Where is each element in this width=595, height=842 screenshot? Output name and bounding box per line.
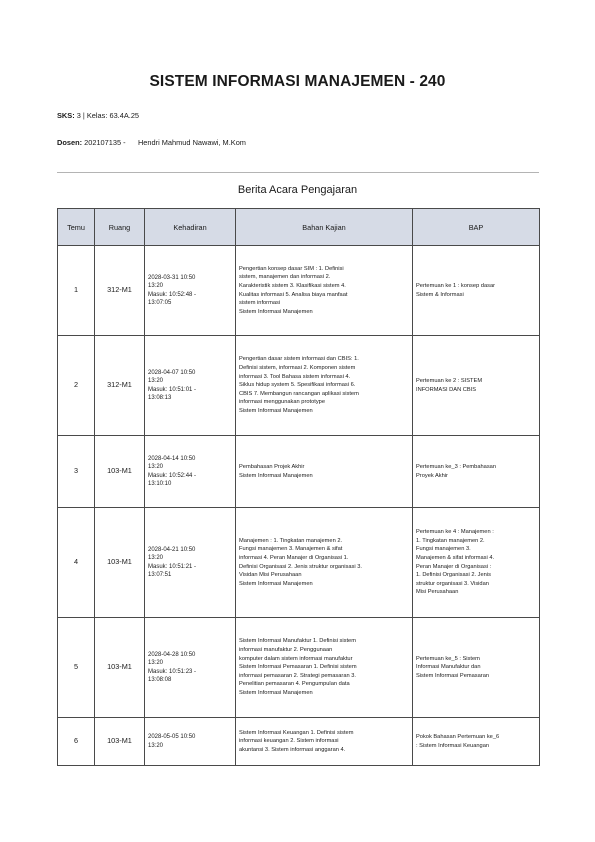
cell-ruang: 312-M1	[95, 336, 145, 436]
sks-kelas-line	[57, 111, 139, 120]
table-row	[58, 246, 540, 336]
cell-bap: Pertemuan ke 4 : Manajemen : 1. Tingkatan manajemen 2. Fungsi manajemen 3. Manajemen & sifat informasi 4. Peran Manajer di Organisasi : 1. Definisi Organisasi 2. Jenis struktur organisasi 3. Visidan Misi Perusahaan	[413, 508, 540, 618]
dosen-line	[57, 138, 246, 147]
cell-bap: Pertemuan ke 2 : SISTEM INFORMASI DAN CBIS	[413, 336, 540, 436]
cell-bahan-kajian: Pengertian dasar sistem informasi dan CBIS: 1. Definisi sistem, informasi 2. Komponen sistem informasi 3. Tool Bahasa sistem informasi 4. Siklus hidup system 5. Spesifikasi informasi 6. CBIS 7. Membangun rancangan aplikasi sistem informasi menggunakan prototype Sistem Informasi Manajemen	[236, 336, 413, 436]
cell-temu: 6	[58, 718, 95, 766]
cell-kehadiran: 2028-04-07 10:50 13:20 Masuk: 10:51:01 - 13:08:13	[145, 336, 236, 436]
header-kehadiran: Kehadiran	[145, 209, 236, 246]
cell-temu: 1	[58, 246, 95, 336]
cell-kehadiran: 2028-04-14 10:50 13:20 Masuk: 10:52:44 - 13:10:10	[145, 436, 236, 508]
table-row	[58, 618, 540, 718]
sks-label: SKS:	[57, 111, 75, 120]
table-row	[58, 508, 540, 618]
cell-bahan-kajian: Pembahasan Projek Akhir Sistem Informasi Manajemen	[236, 436, 413, 508]
cell-temu: 5	[58, 618, 95, 718]
cell-ruang: 103-M1	[95, 718, 145, 766]
cell-bap: Pertemuan ke_3 : Pembahasan Proyek Akhir	[413, 436, 540, 508]
table-row	[58, 436, 540, 508]
cell-bahan-kajian: Pengertian konsep dasar SIM : 1. Definisi sistem, manajemen dan informasi 2. Karakteristik sistem 3. Klasifikasi sistem 4. Kualitas informasi 5. Analisa biaya manfaat sistem informasi Sistem Informasi Manajemen	[236, 246, 413, 336]
dosen-value: 202107135 - Hendri Mahmud Nawawi, M.Kom	[82, 138, 246, 147]
header-bap: BAP	[413, 209, 540, 246]
table-row	[58, 718, 540, 766]
cell-ruang: 312-M1	[95, 246, 145, 336]
cell-ruang: 103-M1	[95, 436, 145, 508]
sks-kelas-value: 3 | Kelas: 63.4A.25	[74, 111, 140, 120]
cell-kehadiran: 2028-04-28 10:50 13:20 Masuk: 10:51:23 - 13:08:08	[145, 618, 236, 718]
cell-kehadiran: 2028-05-05 10:50 13:20	[145, 718, 236, 766]
cell-bap: Pertemuan ke 1 : konsep dasar Sistem & Informasi	[413, 246, 540, 336]
cell-temu: 3	[58, 436, 95, 508]
table-row	[58, 336, 540, 436]
dosen-label: Dosen:	[57, 138, 83, 147]
section-title: Berita Acara Pengajaran	[237, 184, 358, 196]
cell-bahan-kajian: Sistem Informasi Manufaktur 1. Definisi sistem informasi manufaktur 2. Penggunaan komputer dalam sistem informasi manufaktur Sistem Informasi Pemasaran 1. Definisi sistem informasi pemasaran 2. Strategi pemasaran 3. Penelitian pemasaran 4. Pengumpulan data Sistem Informasi Manajemen	[236, 618, 413, 718]
table-header-row	[58, 209, 540, 246]
cell-bap: Pokok Bahasan Pertemuan ke_6 : Sistem Informasi Keuangan	[413, 718, 540, 766]
cell-ruang: 103-M1	[95, 508, 145, 618]
cell-ruang: 103-M1	[95, 618, 145, 718]
divider	[57, 172, 539, 173]
cell-bap: Pertemuan ke_5 : Sistem Informasi Manufaktur dan Sistem Informasi Pemasaran	[413, 618, 540, 718]
cell-temu: 2	[58, 336, 95, 436]
cell-bahan-kajian: Manajemen : 1. Tingkatan manajemen 2. Fungsi manajemen 3. Manajemen & sifat informasi 4. Peran Manajer di Organisasi 1. Definisi Organisasi 2. Jenis struktur organisasi 3. Visidan Misi Perusahaan Sistem Informasi Manajemen	[236, 508, 413, 618]
header-ruang: Ruang	[95, 209, 145, 246]
cell-temu: 4	[58, 508, 95, 618]
course-title: SISTEM INFORMASI MANAJEMEN - 240	[149, 73, 446, 90]
cell-bahan-kajian: Sistem Informasi Keuangan 1. Definisi sistem informasi keuangan 2. Sistem informasi akuntansi 3. Sistem informasi anggaran 4.	[236, 718, 413, 766]
bap-table	[57, 208, 540, 766]
header-bahan-kajian: Bahan Kajian	[236, 209, 413, 246]
cell-kehadiran: 2028-03-31 10:50 13:20 Masuk: 10:52:48 - 13:07:05	[145, 246, 236, 336]
cell-kehadiran: 2028-04-21 10:50 13:20 Masuk: 10:51:21 - 13:07:51	[145, 508, 236, 618]
header-temu: Temu	[58, 209, 95, 246]
